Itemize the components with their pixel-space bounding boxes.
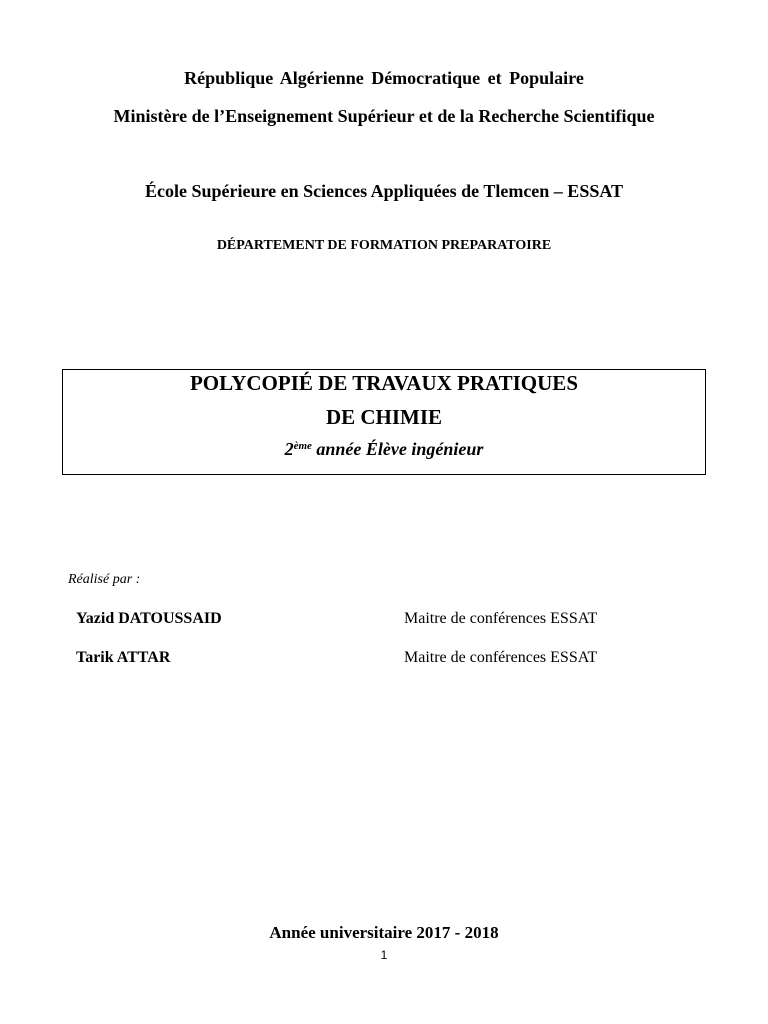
ministry-heading: Ministère de l’Enseignement Supérieur et de la Recherche Scientifique [113,106,655,126]
author-name: Yazid DATOUSSAID [76,610,222,627]
document-title-line2: DE CHIMIE [325,405,443,429]
author-role: Maitre de conférences ESSAT [404,610,598,627]
authors-label: Réalisé par : [68,572,141,587]
author-name: Tarik ATTAR [76,649,171,666]
document-title-line1: POLYCOPIÉ DE TRAVAUX PRATIQUES [189,371,578,395]
author-role: Maitre de conférences ESSAT [404,649,598,666]
year-number: 2 [284,439,294,459]
document-subtitle [63,439,705,460]
department-heading: DÉPARTEMENT DE FORMATION PREPARATOIRE [216,238,552,253]
title-box [62,369,706,475]
year-superscript: ème [293,440,312,452]
page-number: 1 [380,948,388,962]
academic-year: Année universitaire 2017 - 2018 [269,923,499,942]
subtitle-text: année Élève ingénieur [311,439,484,459]
republic-heading: République Algérienne Démocratique et Populaire [184,68,584,88]
school-heading: École Supérieure en Sciences Appliquées de Tlemcen – ESSAT [144,181,624,201]
